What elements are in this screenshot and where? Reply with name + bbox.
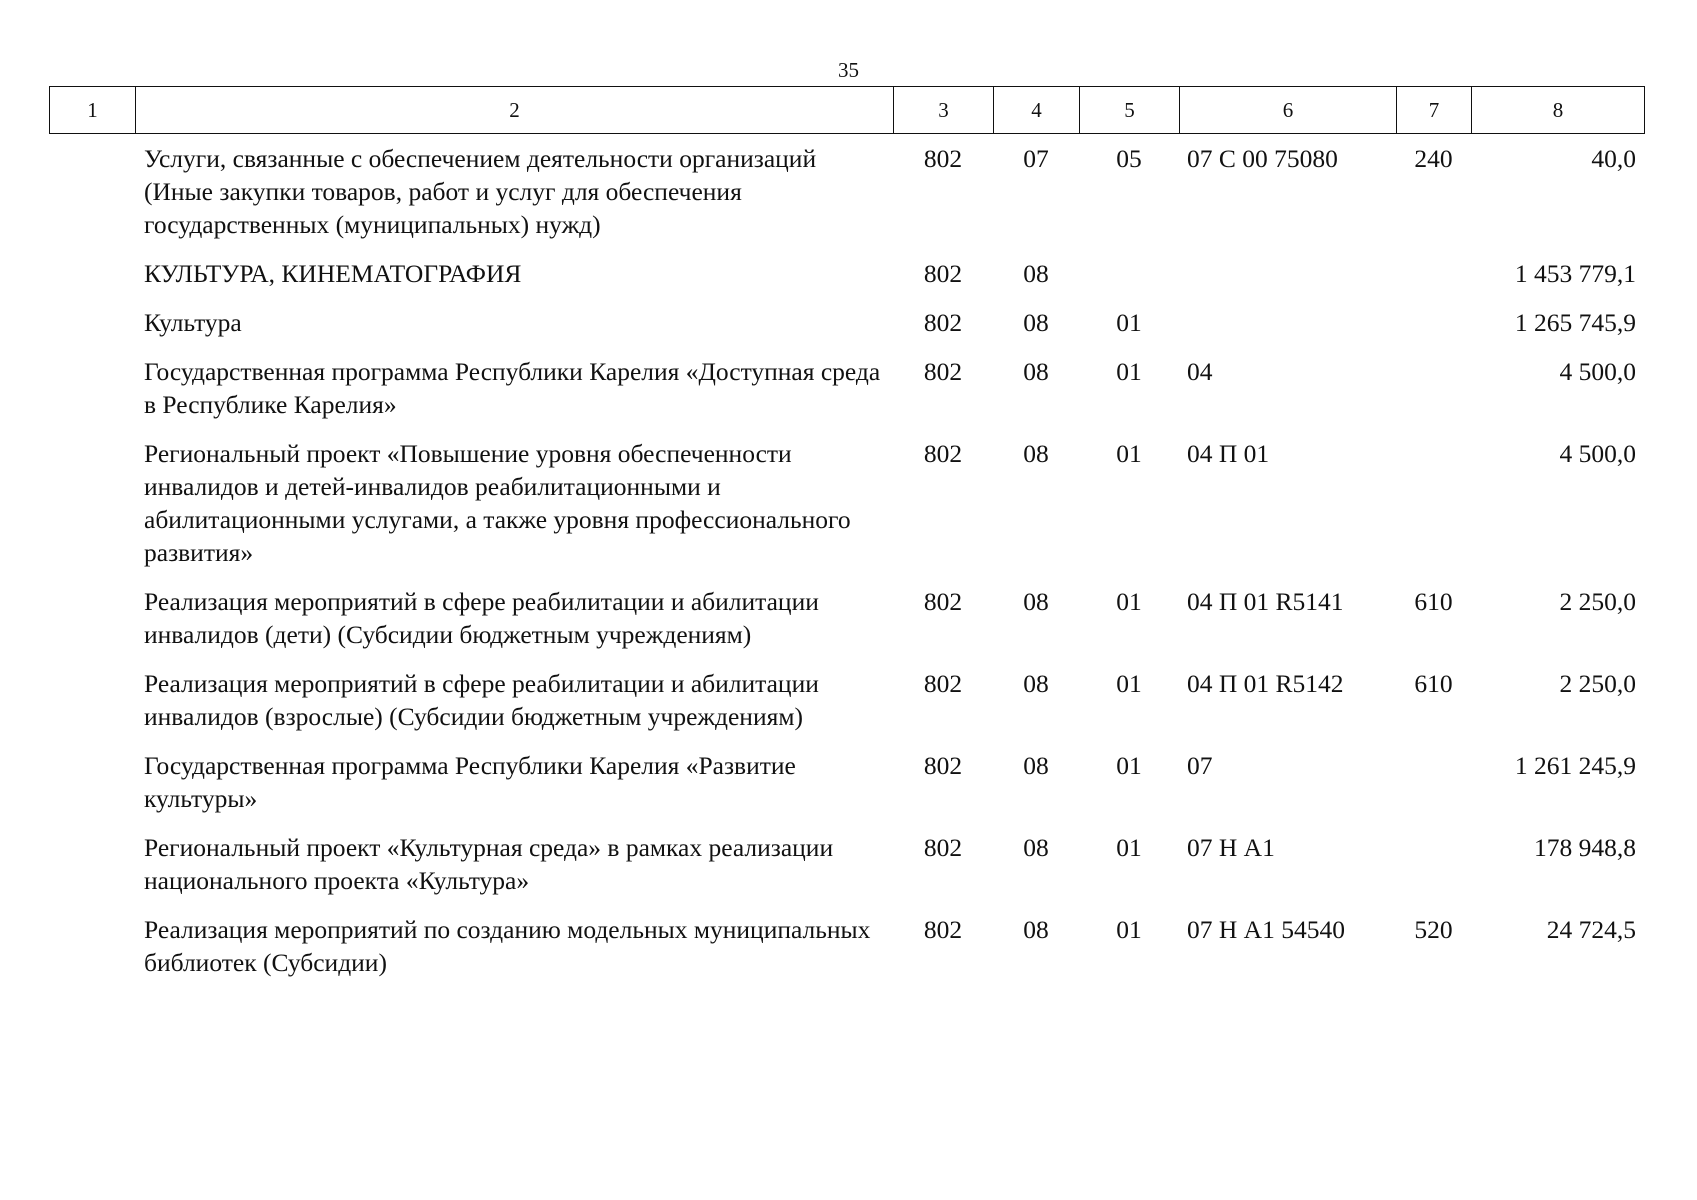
header-cell-1: 1 [50, 87, 136, 134]
amount-cell: 4 500,0 [1559, 357, 1636, 386]
code-expense-type-cell: 520 [1414, 915, 1453, 944]
code-section-cell: 08 [1023, 259, 1049, 288]
code-department-cell: 802 [923, 439, 963, 468]
code-department-cell: 802 [923, 357, 963, 386]
table-row [49, 831, 1644, 913]
code-expense-type-cell [1396, 749, 1471, 831]
code-expense-type-cell: 240 [1414, 144, 1453, 173]
code-target-article-cell: 04 П 01 R5141 [1187, 587, 1344, 616]
code-subsection-cell: 01 [1116, 308, 1142, 337]
code-department-cell: 802 [923, 308, 963, 337]
code-expense-type-cell [1396, 437, 1471, 585]
amount-cell: 24 724,5 [1546, 915, 1636, 944]
table-row [49, 142, 1644, 257]
code-subsection-cell: 01 [1116, 439, 1142, 468]
code-section-cell: 08 [1023, 357, 1049, 386]
header-cell-2: 2 [136, 87, 894, 134]
item-name-cell: Реализация мероприятий в сфере реабилитации и абилитации инвалидов (дети) (Субсидии бюджетным учреждениям) [144, 587, 819, 649]
code-target-article-cell: 07 [1187, 751, 1213, 780]
table-row [49, 585, 1644, 667]
code-department-cell: 802 [923, 259, 963, 288]
header-cell-5: 5 [1080, 87, 1180, 134]
code-expense-type-cell [1396, 831, 1471, 913]
table-row [49, 667, 1644, 749]
code-target-article-cell [1179, 257, 1396, 306]
item-name-cell: Государственная программа Республики Карелия «Развитие культуры» [144, 751, 796, 813]
table-row [49, 355, 1644, 437]
amount-cell: 2 250,0 [1559, 587, 1636, 616]
code-subsection-cell: 01 [1116, 669, 1142, 698]
header-cell-8: 8 [1472, 87, 1645, 134]
code-section-cell: 08 [1023, 751, 1049, 780]
header-cell-7: 7 [1397, 87, 1472, 134]
code-target-article-cell: 04 [1187, 357, 1213, 386]
table-header [49, 86, 1645, 134]
header-row [50, 87, 1645, 134]
code-target-article-cell: 04 П 01 [1187, 439, 1270, 468]
item-name-cell: Услуги, связанные с обеспечением деятельности организаций (Иные закупки товаров, работ и услуг для обеспечения государственных (муниципальных) нужд) [144, 144, 817, 239]
budget-table [49, 142, 1644, 995]
code-department-cell: 802 [923, 669, 963, 698]
code-subsection-cell: 01 [1116, 751, 1142, 780]
page-number: 35 [838, 58, 859, 82]
code-department-cell: 802 [923, 915, 963, 944]
code-subsection-cell: 01 [1116, 587, 1142, 616]
code-subsection-cell: 01 [1116, 357, 1142, 386]
code-department-cell: 802 [923, 587, 963, 616]
code-target-article-cell [1179, 306, 1396, 355]
code-expense-type-cell: 610 [1414, 587, 1453, 616]
code-section-cell: 07 [1023, 144, 1049, 173]
code-section-cell: 08 [1023, 833, 1049, 862]
amount-cell: 1 453 779,1 [1514, 259, 1636, 288]
item-name-cell: Реализация мероприятий по созданию модельных муниципальных библиотек (Субсидии) [144, 915, 871, 977]
amount-cell: 4 500,0 [1559, 439, 1636, 468]
amount-cell: 1 261 245,9 [1514, 751, 1636, 780]
amount-cell: 178 948,8 [1534, 833, 1636, 862]
code-expense-type-cell [1396, 355, 1471, 437]
table-row [49, 749, 1644, 831]
code-target-article-cell: 07 Н А1 [1187, 833, 1275, 862]
code-subsection-cell: 01 [1116, 833, 1142, 862]
header-cell-3: 3 [894, 87, 994, 134]
code-expense-type-cell [1396, 257, 1471, 306]
code-section-cell: 08 [1023, 439, 1049, 468]
code-department-cell: 802 [923, 833, 963, 862]
code-subsection-cell: 01 [1116, 915, 1142, 944]
item-name-cell: Государственная программа Республики Карелия «Доступная среда в Республике Карелия» [144, 357, 881, 419]
code-section-cell: 08 [1023, 308, 1049, 337]
code-department-cell: 802 [923, 144, 963, 173]
header-cell-6: 6 [1180, 87, 1397, 134]
item-name-cell: КУЛЬТУРА, КИНЕМАТОГРАФИЯ [144, 259, 522, 288]
amount-cell: 2 250,0 [1559, 669, 1636, 698]
table-row [49, 306, 1644, 355]
code-expense-type-cell [1396, 306, 1471, 355]
code-expense-type-cell: 610 [1414, 669, 1453, 698]
code-target-article-cell: 07 Н А1 54540 [1187, 915, 1345, 944]
code-department-cell: 802 [923, 751, 963, 780]
table-row [49, 437, 1644, 585]
item-name-cell: Реализация мероприятий в сфере реабилитации и абилитации инвалидов (взрослые) (Субсидии бюджетным учреждениям) [144, 669, 819, 731]
header-cell-4: 4 [994, 87, 1080, 134]
amount-cell: 1 265 745,9 [1514, 308, 1636, 337]
code-subsection-cell: 05 [1116, 144, 1142, 173]
amount-cell: 40,0 [1591, 144, 1636, 173]
table-row [49, 257, 1644, 306]
code-subsection-cell [1079, 257, 1179, 306]
item-name-cell: Культура [144, 308, 242, 337]
code-section-cell: 08 [1023, 669, 1049, 698]
code-section-cell: 08 [1023, 587, 1049, 616]
table-row [49, 913, 1644, 995]
code-section-cell: 08 [1023, 915, 1049, 944]
code-target-article-cell: 04 П 01 R5142 [1187, 669, 1344, 698]
item-name-cell: Региональный проект «Культурная среда» в рамках реализации национального проекта «Культура» [144, 833, 834, 895]
code-target-article-cell: 07 С 00 75080 [1187, 144, 1338, 173]
item-name-cell: Региональный проект «Повышение уровня обеспеченности инвалидов и детей-инвалидов реабилитационными и абилитационными услугами, а также уровня профессионального развития» [144, 439, 851, 567]
